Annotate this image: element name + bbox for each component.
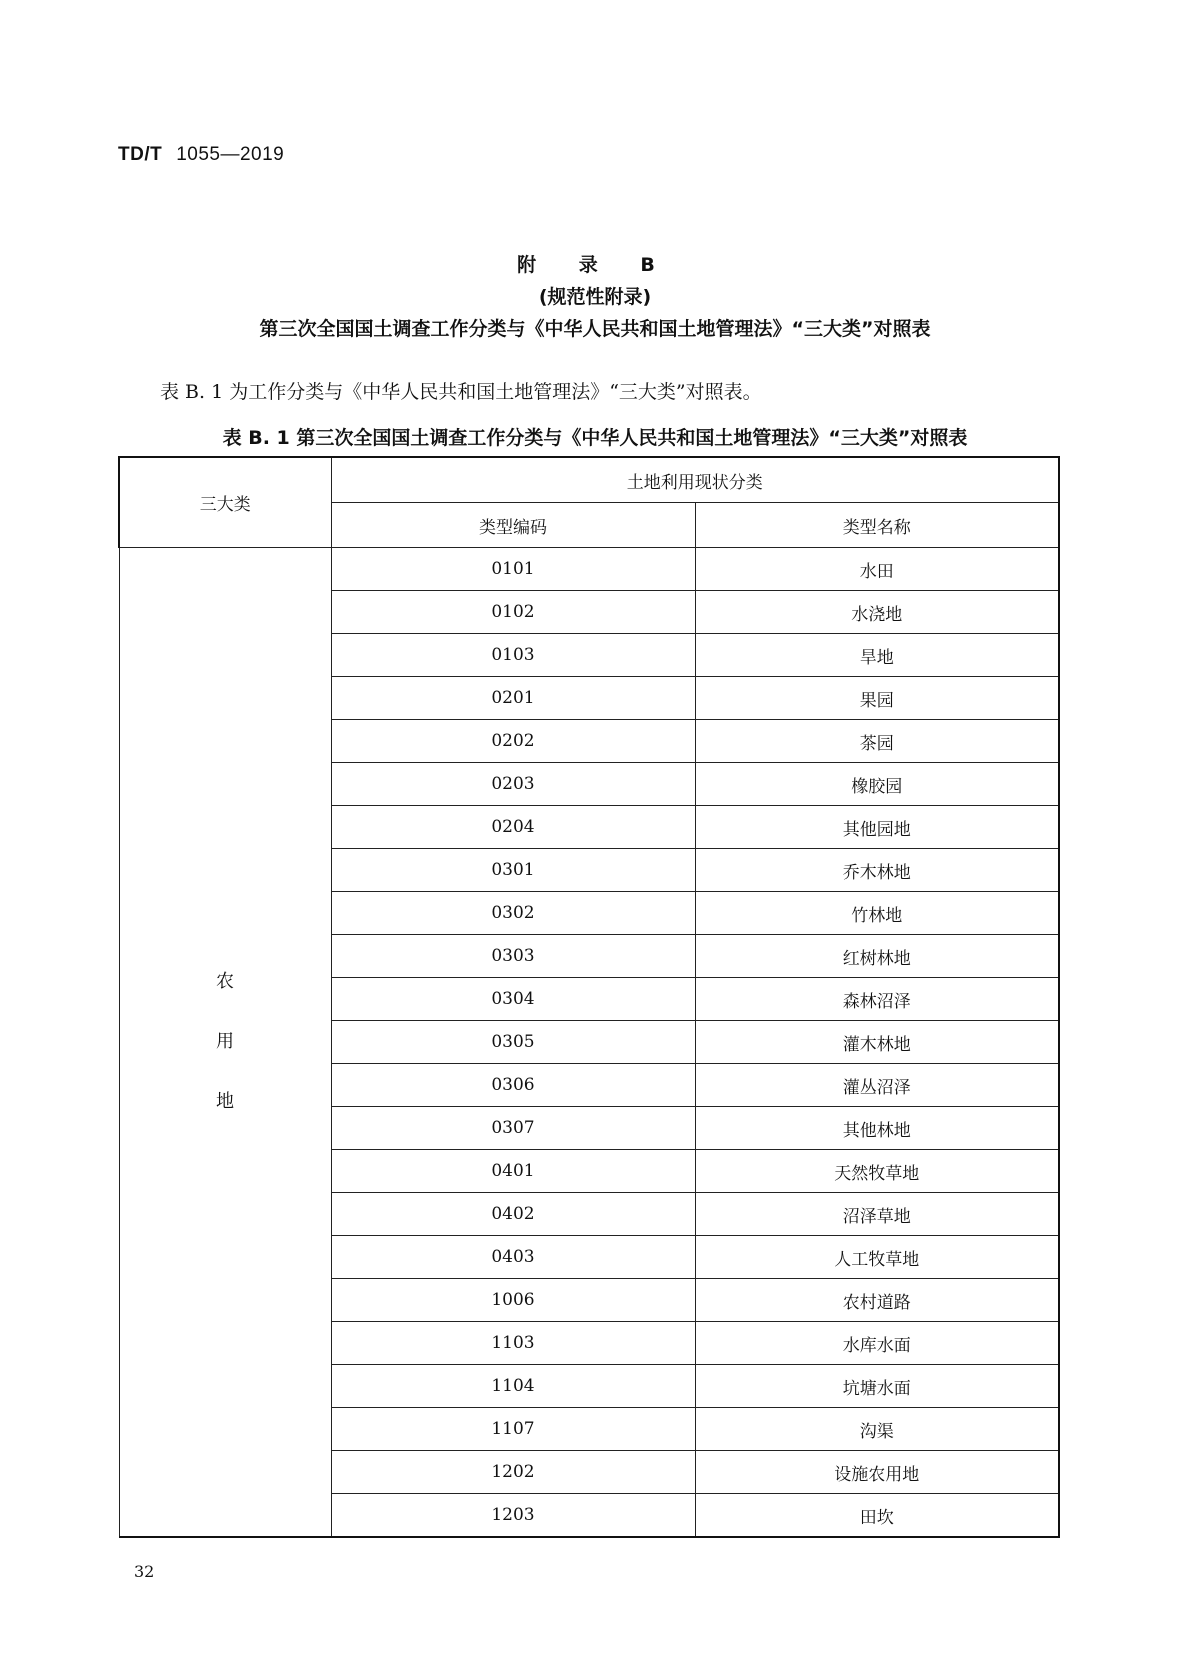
appendix-heading: 第三次全国国土调查工作分类与《中华人民共和国土地管理法》“三大类”对照表 (259, 318, 931, 340)
type-name-cell: 水库水面 (695, 1322, 1059, 1365)
standard-prefix: TD/T (118, 144, 163, 165)
type-name-cell: 水浇地 (695, 591, 1059, 634)
type-code-cell: 0305 (331, 1021, 695, 1064)
type-name-cell: 灌丛沼泽 (695, 1064, 1059, 1107)
category-cell-farmland (119, 548, 331, 1538)
type-name-cell: 沟渠 (695, 1408, 1059, 1451)
type-name-cell: 沼泽草地 (695, 1193, 1059, 1236)
type-name-cell: 设施农用地 (695, 1451, 1059, 1494)
type-name-cell: 乔木林地 (695, 849, 1059, 892)
type-code-cell: 0306 (331, 1064, 695, 1107)
type-name-cell: 竹林地 (695, 892, 1059, 935)
type-name-cell: 其他林地 (695, 1107, 1059, 1150)
type-name-cell: 水田 (695, 548, 1059, 591)
type-code-cell: 0301 (331, 849, 695, 892)
header-category-cell: 三大类 (119, 457, 331, 548)
type-code-cell: 0403 (331, 1236, 695, 1279)
page-number: 32 (134, 1562, 155, 1581)
type-code-cell: 0102 (331, 591, 695, 634)
type-code-cell: 0303 (331, 935, 695, 978)
header-code-cell: 类型编码 (331, 503, 695, 548)
standard-code (118, 144, 284, 166)
type-code-cell: 1103 (331, 1322, 695, 1365)
type-name-cell: 橡胶园 (695, 763, 1059, 806)
type-name-cell: 森林沼泽 (695, 978, 1059, 1021)
header-group-cell: 土地利用现状分类 (331, 457, 1059, 503)
type-code-cell: 1104 (331, 1365, 695, 1408)
table-caption: 表 B. 1 第三次全国国土调查工作分类与《中华人民共和国土地管理法》“三大类”对照表 (222, 427, 968, 449)
type-code-cell: 0302 (331, 892, 695, 935)
type-name-cell: 天然牧草地 (695, 1150, 1059, 1193)
type-name-cell: 农村道路 (695, 1279, 1059, 1322)
type-code-cell: 1107 (331, 1408, 695, 1451)
type-code-cell: 1203 (331, 1494, 695, 1538)
intro-paragraph: 表 B. 1 为工作分类与《中华人民共和国土地管理法》“三大类”对照表。 (160, 381, 762, 403)
category-char: 农 (216, 971, 234, 992)
type-code-cell: 0204 (331, 806, 695, 849)
category-char: 地 (216, 1091, 234, 1112)
type-name-cell: 红树林地 (695, 935, 1059, 978)
standard-number: 1055—2019 (176, 144, 285, 165)
appendix-subtitle: (规范性附录) (538, 286, 652, 308)
type-name-cell: 坑塘水面 (695, 1365, 1059, 1408)
category-char: 用 (216, 1031, 234, 1052)
appendix-title: 附 录 B (517, 254, 673, 276)
type-name-cell: 果园 (695, 677, 1059, 720)
type-code-cell: 1202 (331, 1451, 695, 1494)
type-code-cell: 0307 (331, 1107, 695, 1150)
type-code-cell: 1006 (331, 1279, 695, 1322)
header-name-cell: 类型名称 (695, 503, 1059, 548)
type-name-cell: 人工牧草地 (695, 1236, 1059, 1279)
type-code-cell: 0203 (331, 763, 695, 806)
type-name-cell: 旱地 (695, 634, 1059, 677)
type-code-cell: 0304 (331, 978, 695, 1021)
classification-table (118, 456, 1060, 1538)
type-code-cell: 0202 (331, 720, 695, 763)
table-row (119, 548, 1059, 591)
type-code-cell: 0201 (331, 677, 695, 720)
type-name-cell: 田坎 (695, 1494, 1059, 1538)
type-name-cell: 灌木林地 (695, 1021, 1059, 1064)
type-code-cell: 0103 (331, 634, 695, 677)
table-header-row-1 (119, 457, 1059, 503)
type-code-cell: 0101 (331, 548, 695, 591)
type-name-cell: 其他园地 (695, 806, 1059, 849)
type-code-cell: 0402 (331, 1193, 695, 1236)
type-code-cell: 0401 (331, 1150, 695, 1193)
type-name-cell: 茶园 (695, 720, 1059, 763)
